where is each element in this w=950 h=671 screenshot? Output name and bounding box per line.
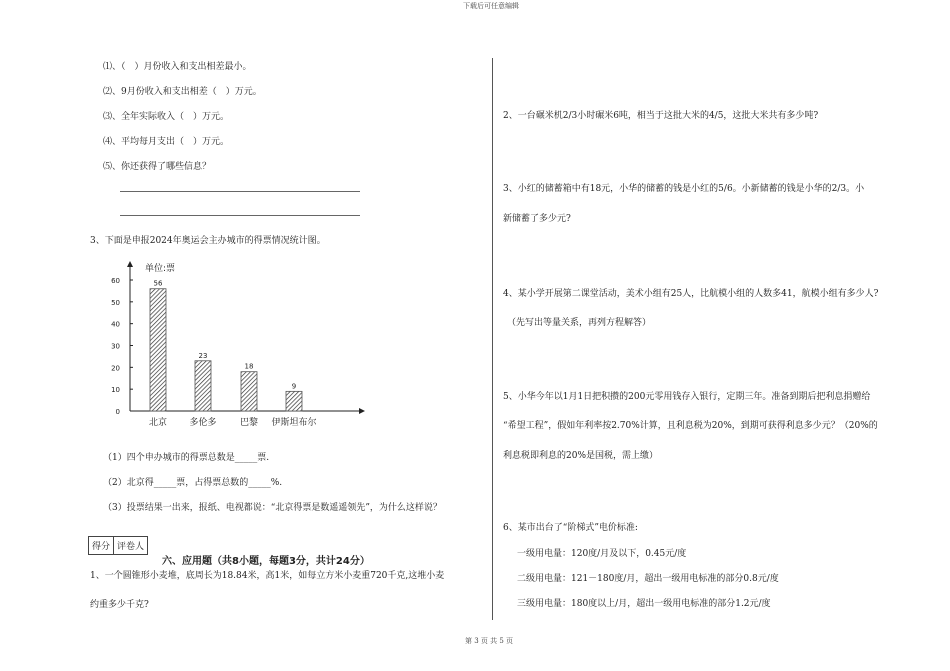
y-tick-label: 0: [115, 408, 120, 416]
vote-bar-chart: [105, 258, 375, 436]
reviewer-label: 评卷人: [113, 537, 147, 554]
bar-4: [286, 391, 302, 411]
y-tick-label: 40: [111, 320, 120, 329]
y-axis-arrow: [127, 261, 133, 267]
y-tick-label: 20: [111, 364, 120, 373]
question-4: ⑷、平均每月支出（ ）万元。: [103, 137, 230, 147]
category-label: 北京: [148, 418, 168, 428]
problem-3-intro: 3、下面是申报2024年奥运会主办城市的得票情况统计图。: [90, 236, 326, 246]
application-q5-line3: 利息税即利息的20%是国税，需上缴）: [503, 451, 659, 461]
answer-line-1: [120, 191, 360, 192]
application-q4-note: （先写出等量关系，再列方程解答）: [507, 318, 652, 328]
application-q4-line1: 4、某小学开展第二课堂活动，美术小组有25人，比航模小组的人数多41，航模小组有多少人?: [503, 289, 879, 299]
electricity-tier-1: 一级用电量：120度/月及以下，0.45元/度: [517, 549, 687, 559]
score-label: 得分: [92, 542, 111, 552]
bar-value-label: 9: [291, 382, 297, 391]
y-tick-label: 30: [111, 342, 120, 351]
x-axis-arrow: [359, 408, 365, 414]
question-3: ⑶、全年实际收入（ ）万元。: [103, 112, 230, 122]
application-q1-line1: 1、一个圆锥形小麦堆，底周长为18.84米，高1米，如每立方米小麦重720千克,这堆小麦: [90, 571, 445, 581]
question-1: ⑴、（ ）月份收入和支出相差最小。: [103, 62, 252, 72]
subquestion-3: （3）投票结果一出来，报纸、电视都说：“北京得票是数遥遥领先”，为什么这样说？: [103, 503, 442, 513]
chart-title: 单位:票: [145, 264, 176, 274]
application-q5-line2: “希望工程”，假如年利率按2.70%计算，且利息税为20%，到期可获得利息多少元？（20%的: [503, 421, 878, 431]
application-q6-intro: 6、某市出台了“阶梯式”电价标准:: [503, 523, 638, 533]
y-tick-label: 50: [111, 298, 120, 307]
page-footer: 第 3 页 共 5 页: [465, 637, 514, 645]
bar-1: [150, 289, 166, 411]
application-q5-line1: 5、小华今年以1月1日把积攒的200元零用钱存入银行，定期三年。准备到期后把利息捐赠给: [503, 392, 871, 402]
bar-3: [241, 372, 257, 411]
header-note: 下载后可任意编辑: [463, 2, 519, 10]
answer-line-2: [120, 215, 360, 216]
electricity-tier-3: 三级用电量：180度以上/月，超出一级用电标准的部分1.2元/度: [517, 599, 771, 609]
application-q3-line1: 3、小红的储蓄箱中有18元，小华的储蓄的钱是小红的5/6。小新储蓄的钱是小华的2/3。小: [503, 184, 865, 194]
category-label: 伊斯坦布尔: [271, 418, 317, 428]
subquestion-2: （2）北京得_____票，占得票总数的_____%.: [103, 478, 283, 488]
section-title: 六、应用题（共8小题，每题3分，共计24分）: [162, 556, 370, 567]
bar-2: [195, 361, 211, 411]
column-divider: [492, 58, 493, 620]
application-q3-line2: 新储蓄了多少元?: [503, 214, 571, 224]
y-tick-label: 60: [111, 277, 120, 285]
application-q1-line2: 约重多少千克?: [90, 600, 149, 610]
bar-value-label: 18: [244, 362, 254, 371]
category-label: 巴黎: [239, 418, 259, 428]
subquestion-1: （1）四个申办城市的得票总数是_____票.: [103, 453, 270, 463]
grader-box: [88, 536, 148, 555]
bar-value-label: 23: [198, 351, 208, 360]
y-tick-label: 10: [111, 386, 120, 395]
bar-value-label: 56: [153, 279, 163, 288]
question-5: ⑸、你还获得了哪些信息？: [103, 162, 212, 172]
application-q2: 2、一台碾米机2/3小时碾米6吨，相当于这批大米的4/5，这批大米共有多少吨?: [503, 111, 819, 121]
question-2: ⑵、9月份收入和支出相差（ ）万元。: [103, 87, 262, 97]
electricity-tier-2: 二级用电量：121－180度/月，超出一级用电标准的部分0.8元/度: [517, 574, 779, 584]
category-label: 多伦多: [189, 418, 217, 428]
